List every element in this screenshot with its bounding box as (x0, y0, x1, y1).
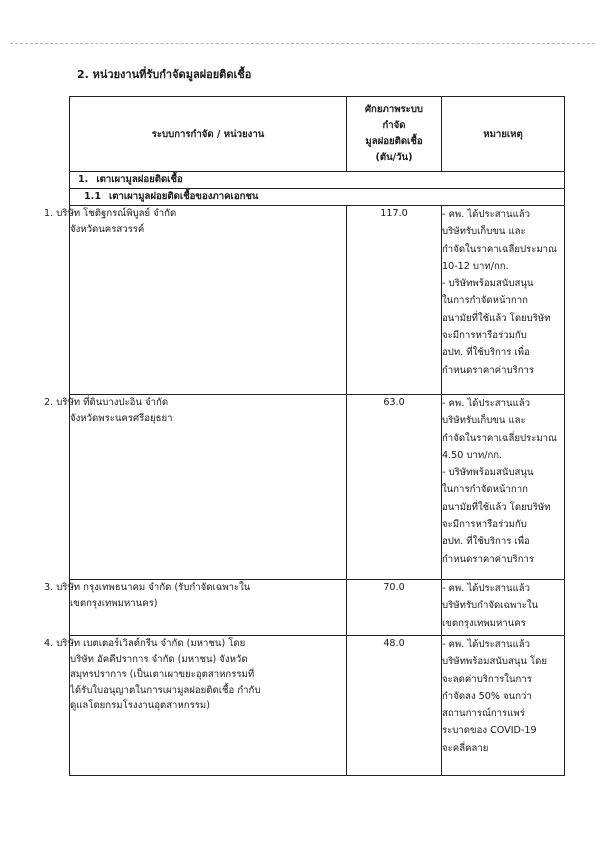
page-top-divider (10, 43, 595, 44)
remark-line: - คพ. ได้ประสานแล้ว (442, 209, 531, 220)
remark-line: บริษัทรับเก็บขน และ (442, 415, 526, 427)
subcategory-title: เตาเผามูลฝอยติดเชื้อของภาคเอกชน (109, 191, 259, 202)
remark-line: อนามัยที่ใช้แล้ว โดยบริษัท (442, 501, 551, 513)
org-line: สมุทรปราการ (เป็นเตาเผาขยะอุตสาหกรรมที่ (70, 669, 255, 681)
org-line: จังหวัดพระนครศรีอยุธยา (70, 412, 173, 424)
org-line: 2. บริษัท ที่ดินบางปะอิน จำกัด (44, 397, 169, 408)
remark-line: กำหนดราคาค่าบริการ (442, 364, 535, 376)
remark-line: - บริษัทพร้อมสนับสนุน (442, 467, 534, 479)
org-line: บริษัท อัคคีปราการ จำกัด (มหาชน) จังหวัด (70, 653, 248, 665)
remark-line: อปท. ที่ใช้บริการ เพื่อ (442, 347, 530, 359)
org-line: 1. บริษัท โชติฐกรณ์พิบูลย์ จำกัด (44, 208, 177, 219)
remark-line: 10-12 บาท/กก. (442, 260, 509, 272)
org-line: 4. บริษัท เบตเตอร์เวิลด์กรีน จำกัด (มหาชน) โดย (44, 638, 246, 649)
table-row (70, 636, 565, 776)
remark-cell (442, 206, 565, 395)
remark-line: อนามัยที่ใช้แล้ว โดยบริษัท (442, 312, 551, 324)
subcategory-number: 1.1 (84, 191, 101, 202)
disposal-units-table (44, 96, 565, 776)
remark-cell (442, 580, 565, 636)
header-remark: หมายเหตุ (442, 97, 565, 172)
remark-line: บริษัทพร้อมสนับสนุน โดย (442, 656, 547, 668)
capacity-cell: 48.0 (347, 636, 442, 776)
capacity-cell: 63.0 (347, 395, 442, 580)
header-system-unit: ระบบการกำจัด / หน่วยงาน (70, 97, 347, 172)
category-cell (70, 172, 565, 189)
remark-line: กำจัดในราคาเฉลี่ยประมาณ (442, 432, 557, 444)
remark-line: กำจัดลง 50% จนกว่า (442, 690, 532, 702)
org-cell (44, 206, 347, 395)
remark-line: กำจัดในราคาเฉลี่ยประมาณ (442, 243, 557, 255)
capacity-cell: 70.0 (347, 580, 442, 636)
org-cell (44, 580, 347, 636)
category-title: เตาเผามูลฝอยติดเชื้อ (96, 174, 183, 185)
org-line: ดูแลโดยกรมโรงงานอุตสาหกรรม) (70, 700, 210, 712)
table-row (70, 206, 565, 395)
remark-line: เขตกรุงเทพมหานคร (442, 617, 526, 629)
header-capacity (347, 97, 442, 172)
org-line: เขตกรุงเทพมหานคร) (70, 597, 158, 609)
org-line: ได้รับใบอนุญาตในการเผามูลฝอยติดเชื้อ กำกับ (70, 684, 261, 696)
remark-line: กำหนดราคาค่าบริการ (442, 553, 535, 565)
remark-line: - บริษัทพร้อมสนับสนุน (442, 278, 534, 290)
remark-line: ในการกำจัดหน้ากาก (442, 484, 528, 496)
remark-line: ระบาดของ COVID-19 (442, 725, 537, 737)
section-heading: 2. หน่วยงานที่รับกำจัดมูลฝอยติดเชื้อ (77, 68, 252, 81)
org-line: จังหวัดนครสวรรค์ (70, 223, 145, 235)
header-capacity-line: กำจัด (382, 120, 406, 131)
remark-line: จะมีการหารือร่วมกับ (442, 330, 527, 342)
remark-line: บริษัทรับเก็บขน และ (442, 226, 526, 238)
header-capacity-line: (ตัน/วัน) (375, 152, 413, 163)
subcategory-row (70, 189, 565, 206)
remark-line: จะมีการหารือร่วมกับ (442, 519, 527, 531)
remark-line: จะลดค่าบริการในการ (442, 673, 532, 685)
remark-line: อปท. ที่ใช้บริการ เพื่อ (442, 536, 530, 548)
table-header-row (70, 97, 565, 172)
table-row (70, 580, 565, 636)
org-cell (44, 636, 347, 776)
remark-line: - คพ. ได้ประสานแล้ว (442, 639, 531, 650)
remark-line: สถานการณ์การแพร่ (442, 708, 525, 720)
header-capacity-line: มูลฝอยติดเชื้อ (365, 136, 423, 147)
remark-line: 4.50 บาท/กก. (442, 449, 503, 461)
remark-line: - คพ. ได้ประสานแล้ว (442, 583, 531, 594)
header-capacity-line: ศักยภาพระบบ (364, 104, 424, 115)
remark-cell (442, 636, 565, 776)
subcategory-cell (70, 189, 565, 206)
remark-cell (442, 395, 565, 580)
remark-line: - คพ. ได้ประสานแล้ว (442, 398, 531, 409)
remark-line: จะคลี่คลาย (442, 742, 489, 754)
table-row (70, 395, 565, 580)
remark-line: ในการกำจัดหน้ากาก (442, 295, 528, 307)
org-line: 3. บริษัท กรุงเทพธนาคม จำกัด (รับกำจัดเฉพาะใน (44, 582, 251, 593)
org-cell (44, 395, 347, 580)
category-number: 1. (78, 174, 89, 185)
capacity-cell: 117.0 (347, 206, 442, 395)
category-row (70, 172, 565, 189)
remark-line: บริษัทรับกำจัดเฉพาะใน (442, 600, 539, 612)
